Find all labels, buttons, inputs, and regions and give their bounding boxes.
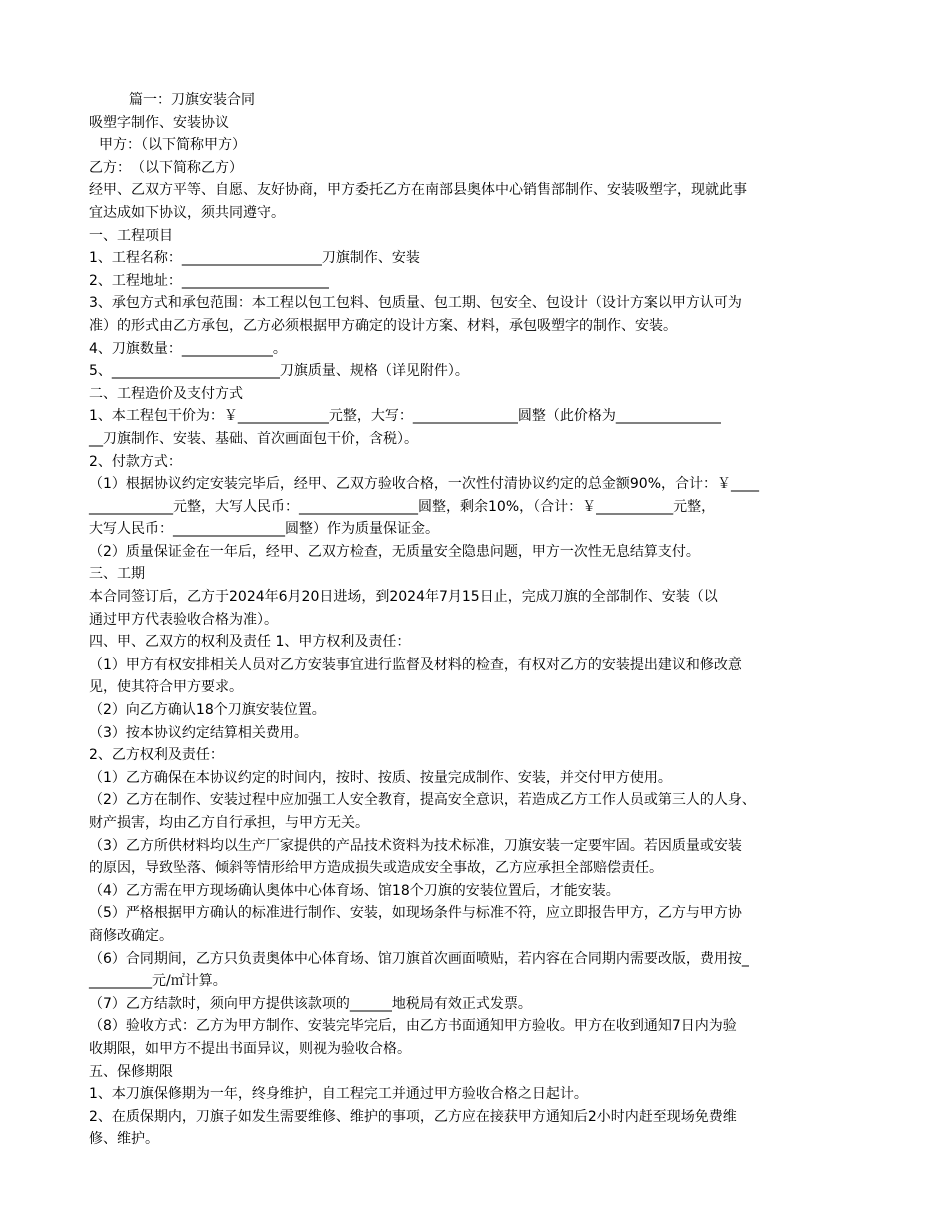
document-title: 篇一：刀旗安装合同 <box>129 92 255 108</box>
party-a-clause-1-line-1: （1）甲方有权安排相关人员对乙方安装事宜进行监督及材料的检查，有权对乙方的安装提出建议和修改意 <box>89 656 742 673</box>
party-b-clause-7: （7）乙方结款时，须向甲方提供该款项的______地税局有效正式发票。 <box>89 995 532 1012</box>
preamble-line-2: 宜达成如下协议，须共同遵守。 <box>89 204 285 221</box>
party-b-clause-5-line-1: （5）严格根据甲方确认的标准进行制作、安装，如现场条件与标准不符，应立即报告甲方，乙方与甲方协 <box>89 905 742 922</box>
party-b-clause-4: （4）乙方需在甲方现场确认奥体中心体育场、馆18个刀旗的安装位置后，才能安装。 <box>89 882 620 899</box>
warranty-clause-2-line-1: 2、在质保期内，刀旗子如发生需要维修、维护的事项，乙方应在接获甲方通知后2小时内赶至现场免费维 <box>89 1108 737 1125</box>
warranty-clause-2-line-2: 修、维护。 <box>89 1131 159 1148</box>
preamble-line-1: 经甲、乙双方平等、自愿、友好协商，甲方委托乙方在南部县奥体中心销售部制作、安装吸塑字，现就此事 <box>89 182 747 199</box>
party-b-clause-6-line-2: _________元/㎡计算。 <box>89 973 227 990</box>
party-b-clause-2-line-1: （2）乙方在制作、安装过程中应加强工人安全教育，提高安全意识，若造成乙方工作人员或第三人的人身、 <box>89 792 756 809</box>
section-heading-1: 一、工程项目 <box>89 227 173 244</box>
party-b-clause-8-line-1: （8）验收方式：乙方为甲方制作、安装完毕完后，由乙方书面通知甲方验收。甲方在收到通知7日内为验 <box>89 1018 737 1035</box>
party-b-clause-8-line-2: 收期限，如甲方不提出书面异议，则视为验收合格。 <box>89 1040 411 1057</box>
party-a-clause-3: （3）按本协议约定结算相关费用。 <box>89 724 308 741</box>
party-a-clause-1-line-2: 见，使其符合甲方要求。 <box>89 679 243 696</box>
party-b-clause-6-line-1: （6）合同期间，乙方只负责奥体中心体育场、馆刀旗首次画面喷贴，若内容在合同期内需要改版，费用按_ <box>89 950 749 967</box>
section-heading-2: 二、工程造价及支付方式 <box>89 385 243 402</box>
warranty-clause-1: 1、本刀旗保修期为一年，终身维护，自工程完工并通过甲方验收合格之日起计。 <box>89 1086 588 1103</box>
schedule-line-2: 通过甲方代表验收合格为准）。 <box>89 611 278 628</box>
payment-clause-1-line-1: （1）根据协议约定安装完毕后，经甲、乙双方验收合格，一次性付清协议约定的总金额90%，合计：￥____ <box>89 476 760 493</box>
party-b-clause-3-line-1: （3）乙方所供材料均以生产厂家提供的产品技术资料为技术标准，刀旗安装一定要牢固。若因质量或安装 <box>89 837 742 854</box>
party-b-clause-2-line-2: 财产损害，均由乙方自行承担，与甲方无关。 <box>89 815 369 831</box>
flag-quantity-line: 4、刀旗数量：_____________。 <box>89 340 287 357</box>
contract-scope-line-2: 准）的形式由乙方承包，乙方必须根据甲方确定的设计方案、材料，承包吸塑字的制作、安装。 <box>89 317 677 334</box>
price-line-1: 1、本工程包干价为：￥_____________元整，大写：_______________圆整（此价格为_______________ <box>89 408 721 425</box>
flag-spec-line: 5、________________________刀旗质量、规格（详见附件）。 <box>89 363 469 380</box>
party-b-rights-heading: 2、乙方权利及责任： <box>89 747 224 764</box>
party-a-line: 甲方：（以下简称甲方） <box>99 137 246 154</box>
party-b-line: 乙方： （以下简称乙方） <box>89 159 243 176</box>
party-b-clause-3-line-2: 的原因，导致坠落、倾斜等情形给甲方造成损失或造成安全事故，乙方应承担全部赔偿责任。 <box>89 860 663 877</box>
project-name-line: 1、工程名称：____________________刀旗制作、安装 <box>89 250 420 267</box>
agreement-heading: 吸塑字制作、安装协议 <box>89 114 229 131</box>
party-b-clause-1: （1）乙方确保在本协议约定的时间内，按时、按质、按量完成制作、安装，并交付甲方使用。 <box>89 769 672 786</box>
party-a-clause-2: （2）向乙方确认18个刀旗安装位置。 <box>89 702 326 719</box>
section-heading-5: 五、保修期限 <box>89 1063 173 1080</box>
payment-method-heading: 2、付款方式： <box>89 453 182 470</box>
payment-clause-1-line-2: ____________元整，大写人民币：_________________圆整，剩余10%，（合计：￥___________元整， <box>89 498 716 515</box>
payment-clause-1-line-3: 大写人民币：________________圆整）作为质量保证金。 <box>89 521 439 538</box>
section-heading-4: 四、甲、乙双方的权利及责任 1、甲方权利及责任： <box>89 634 411 651</box>
project-address-line: 2、工程地址：_____________________ <box>89 272 329 289</box>
price-line-2: __刀旗制作、安装、基础、首次画面包干价，含税）。 <box>89 430 418 447</box>
schedule-line-1: 本合同签订后，乙方于2024年6月20日进场，到2024年7月15日止，完成刀旗的全部制作、安装（以 <box>89 589 718 606</box>
payment-clause-2: （2）质量保证金在一年后，经甲、乙双方检查，无质量安全隐患问题，甲方一次性无息结算支付。 <box>89 543 700 560</box>
party-b-clause-5-line-2: 商修改确定。 <box>89 927 173 944</box>
contract-scope-line-1: 3、承包方式和承包范围：本工程以包工包料、包质量、包工期、包安全、包设计（设计方案以甲方认可为 <box>89 295 742 312</box>
section-heading-3: 三、工期 <box>89 566 145 583</box>
